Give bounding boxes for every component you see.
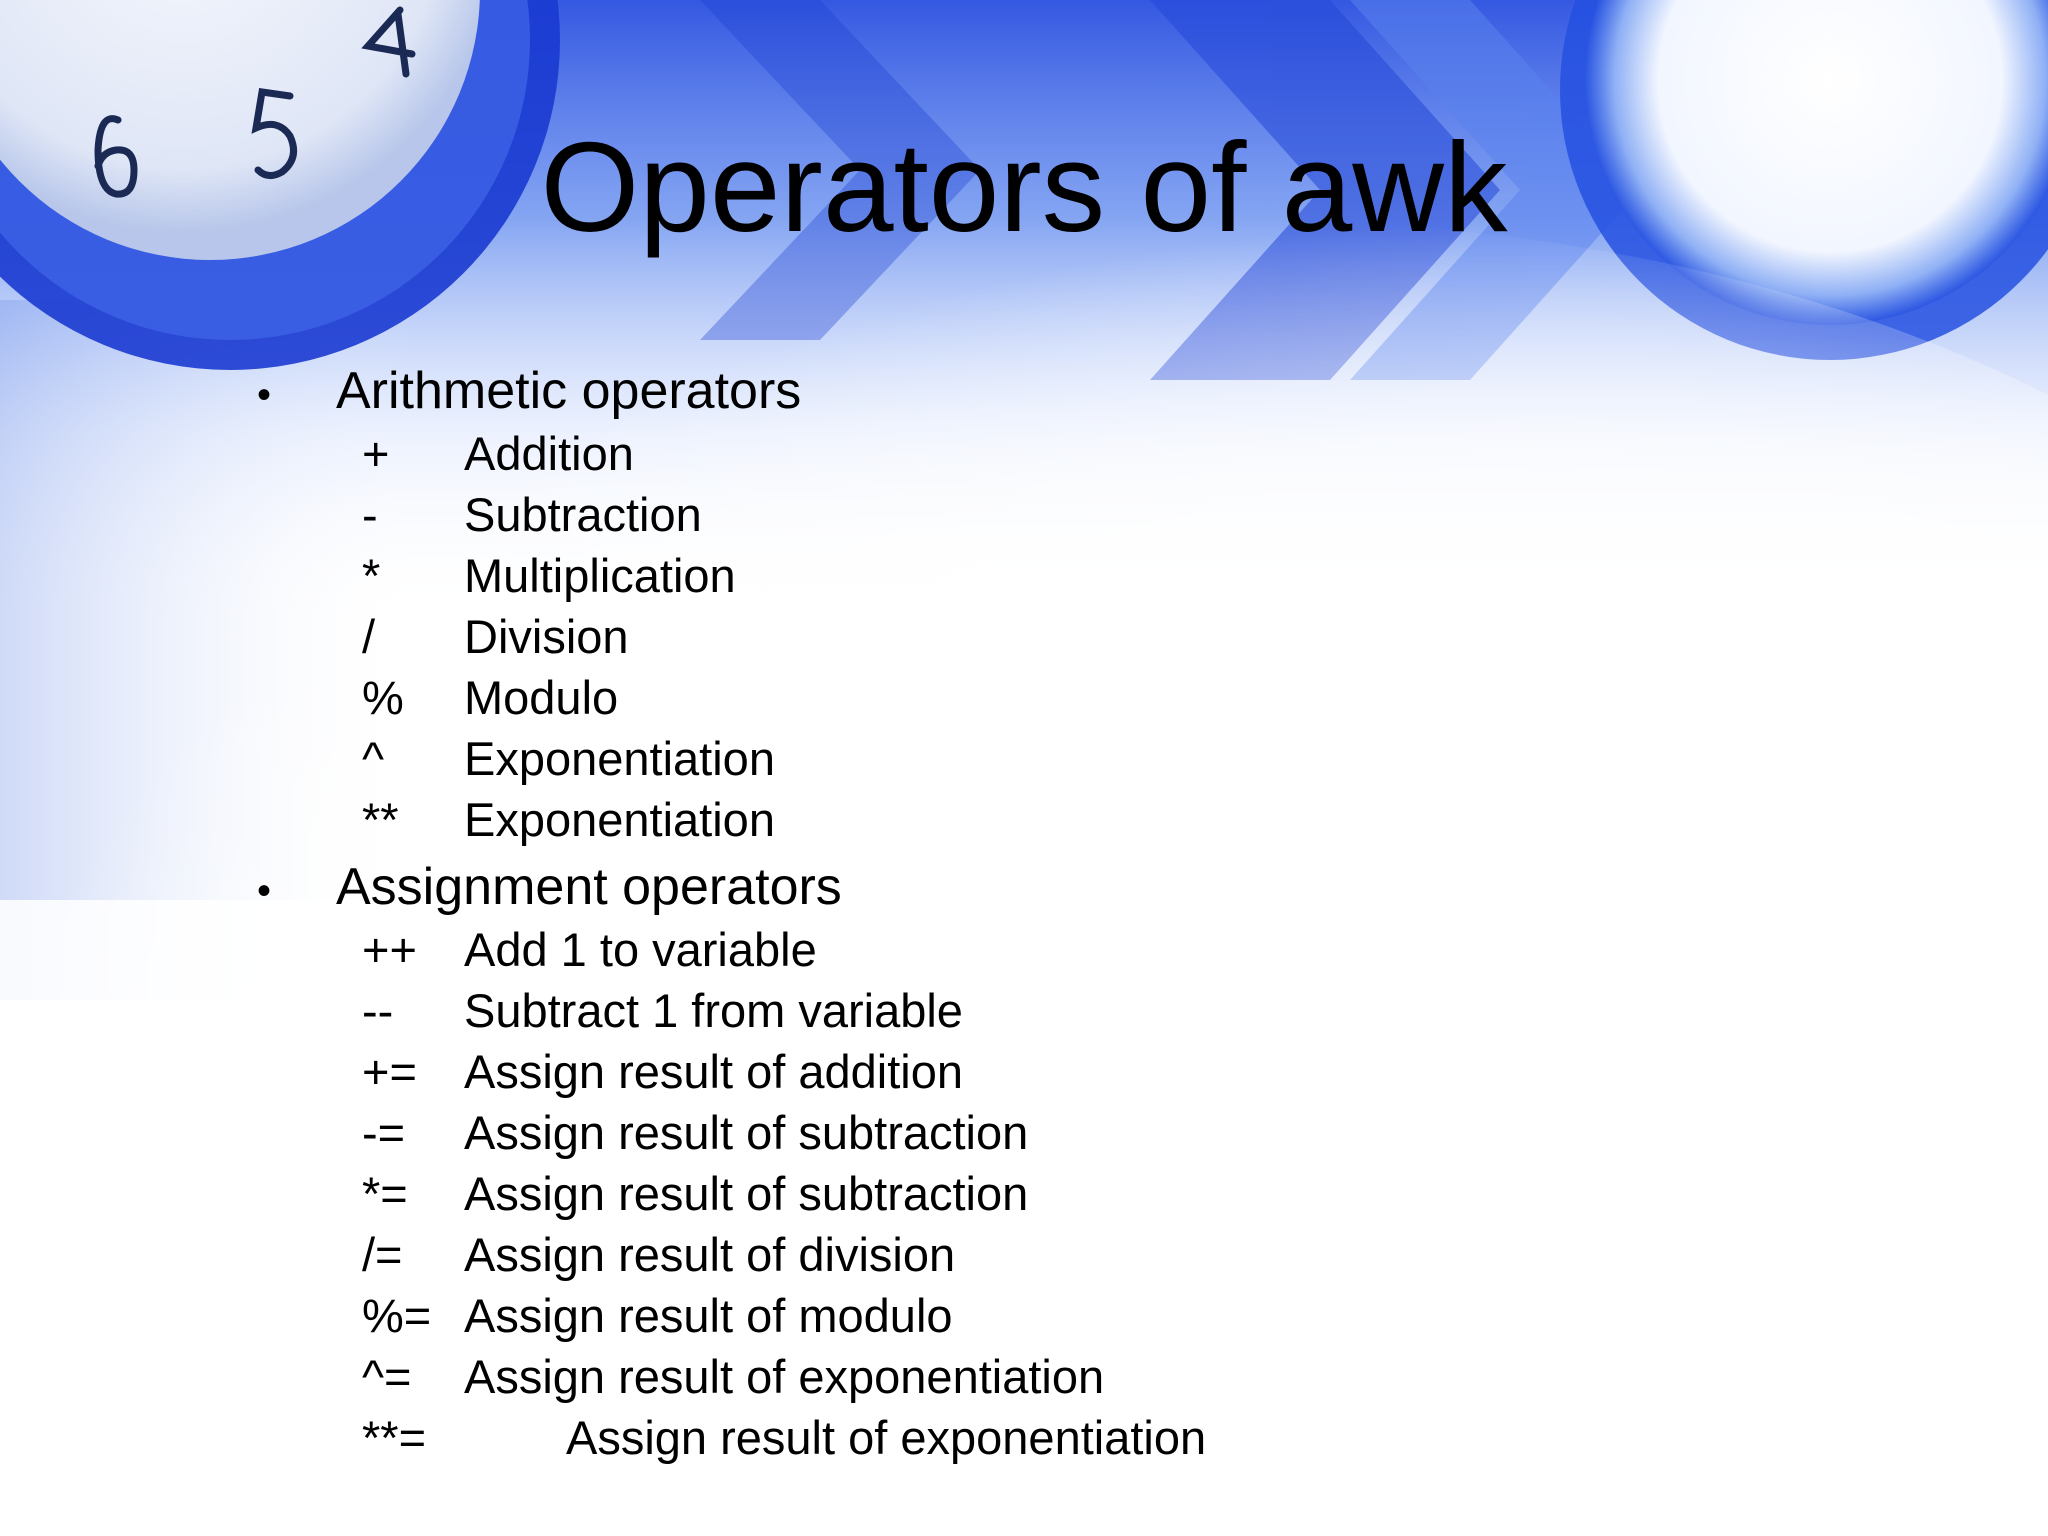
section-heading-text: Arithmetic operators [336, 362, 802, 420]
slide-title-text: Operators of awk [540, 116, 1508, 258]
operator-description: Exponentiation [464, 793, 775, 846]
operator-symbol: / [362, 610, 376, 663]
operator-symbol: - [362, 488, 378, 541]
operator-description: Assign result of exponentiation [464, 1350, 1105, 1403]
operator-description: Assign result of exponentiation [566, 1411, 1207, 1464]
operator-description: Assign result of subtraction [464, 1106, 1029, 1159]
operator-symbol: ^= [362, 1350, 412, 1403]
operator-description: Assign result of division [464, 1228, 956, 1281]
bullet-icon: • [257, 373, 272, 417]
operator-symbol: **= [362, 1411, 427, 1464]
operator-description: Add 1 to variable [464, 923, 817, 976]
operator-symbol: -= [362, 1106, 406, 1159]
operator-description: Assign result of modulo [464, 1289, 953, 1342]
operator-symbol: /= [362, 1228, 403, 1281]
bullet-icon: • [257, 869, 272, 913]
operator-symbol: ^ [362, 732, 385, 785]
operator-symbol: *= [362, 1167, 408, 1220]
operator-description: Exponentiation [464, 732, 775, 785]
operator-symbol: + [362, 427, 390, 480]
operator-description: Assign result of addition [464, 1045, 964, 1098]
operator-description: Addition [464, 427, 634, 480]
operator-description: Assign result of subtraction [464, 1167, 1029, 1220]
operator-symbol: ++ [362, 923, 417, 976]
operator-description: Subtract 1 from variable [464, 984, 963, 1037]
operator-symbol: * [362, 549, 381, 602]
operator-symbol: ** [362, 793, 399, 846]
operator-description: Modulo [464, 671, 619, 724]
operator-symbol: += [362, 1045, 417, 1098]
section-heading-text: Assignment operators [336, 858, 842, 916]
operator-description: Division [464, 610, 629, 663]
operator-symbol: -- [362, 984, 394, 1037]
operator-description: Multiplication [464, 549, 736, 602]
operator-symbol: % [362, 671, 404, 724]
operator-description: Subtraction [464, 488, 702, 541]
slide-title [0, 112, 2048, 262]
operator-symbol: %= [362, 1289, 432, 1342]
